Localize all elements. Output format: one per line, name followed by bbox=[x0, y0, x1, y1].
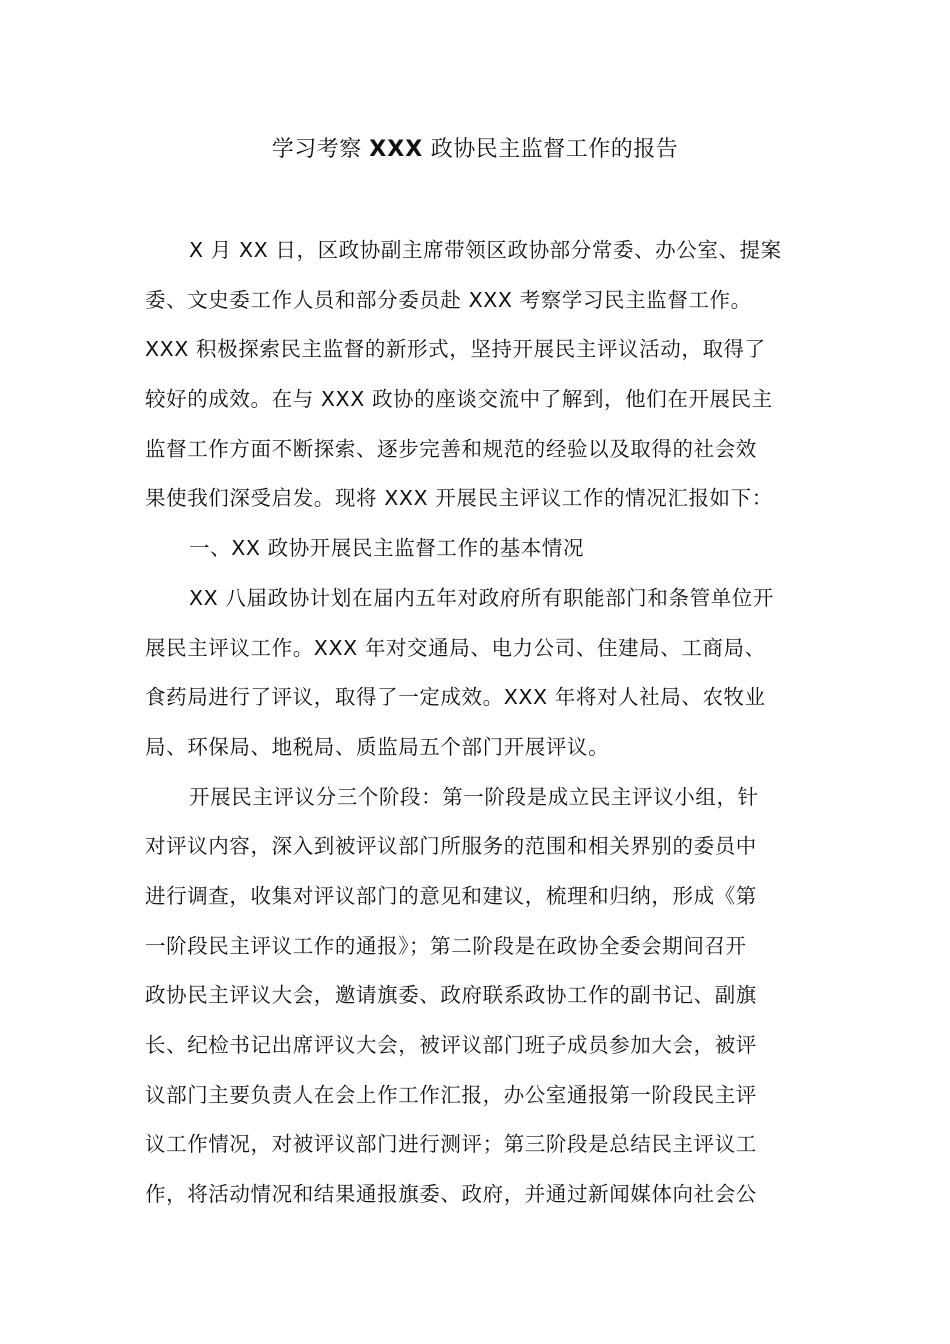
text-line: 一、XX 政协开展民主监督工作的基本情况 bbox=[189, 536, 585, 561]
text-line: 展民主评议工作。XXX 年对交通局、电力公司、住建局、工商局、 bbox=[145, 635, 766, 660]
text-line: 长、纪检书记出席评议大会，被评议部门班子成员参加大会，被评 bbox=[145, 1033, 757, 1057]
title-suffix: 政协民主监督工作的报告 bbox=[430, 137, 679, 162]
text-line: 局、环保局、地税局、质监局五个部门开展评议。 bbox=[145, 734, 610, 759]
text-line: 一阶段民主评议工作的通报》；第二阶段是在政协全委会期间召开 bbox=[145, 933, 747, 958]
text-line: X 月 XX 日，区政协副主席带领区政协部分常委、办公室、提案 bbox=[189, 238, 782, 262]
body-text bbox=[145, 226, 809, 1220]
text-line: 开展民主评议分三个阶段：第一阶段是成立民主评议小组，针 bbox=[189, 784, 759, 809]
text-line: XXX 积极探索民主监督的新形式，坚持开展民主评议活动，取得了 bbox=[145, 337, 766, 362]
text-line: 果使我们深受启发。现将 XXX 开展民主评议工作的情况汇报如下： bbox=[145, 486, 773, 511]
text-line: 较好的成效。在与 XXX 政协的座谈交流中了解到，他们在开展民主 bbox=[145, 387, 773, 412]
title-code: XXX bbox=[369, 137, 424, 162]
text-line: 进行调查，收集对评议部门的意见和建议，梳理和归纳，形成《第 bbox=[145, 883, 757, 908]
title-prefix: 学习考察 bbox=[271, 137, 362, 162]
text-line: 作，将活动情况和结果通报旗委、政府，并通过新闻媒体向社会公 bbox=[145, 1182, 757, 1207]
text-line: 监督工作方面不断探索、逐步完善和规范的经验以及取得的社会效 bbox=[145, 436, 757, 461]
text-line: 委、文史委工作人员和部分委员赴 XXX 考察学习民主监督工作。 bbox=[145, 287, 752, 312]
page-title bbox=[0, 130, 950, 170]
text-line: 对评议内容，深入到被评议部门所服务的范围和相关界别的委员中 bbox=[145, 834, 757, 859]
text-line: 议工作情况，对被评议部门进行测评；第三阶段是总结民主评议工 bbox=[145, 1132, 757, 1157]
text-line: 政协民主评议大会，邀请旗委、政府联系政协工作的副书记、副旗 bbox=[145, 983, 757, 1008]
text-line: 议部门主要负责人在会上作工作汇报，办公室通报第一阶段民主评 bbox=[145, 1082, 757, 1107]
text-line: 食药局进行了评议，取得了一定成效。XXX 年将对人社局、农牧业 bbox=[145, 685, 766, 710]
text-line: XX 八届政协计划在届内五年对政府所有职能部门和条管单位开 bbox=[189, 585, 775, 610]
